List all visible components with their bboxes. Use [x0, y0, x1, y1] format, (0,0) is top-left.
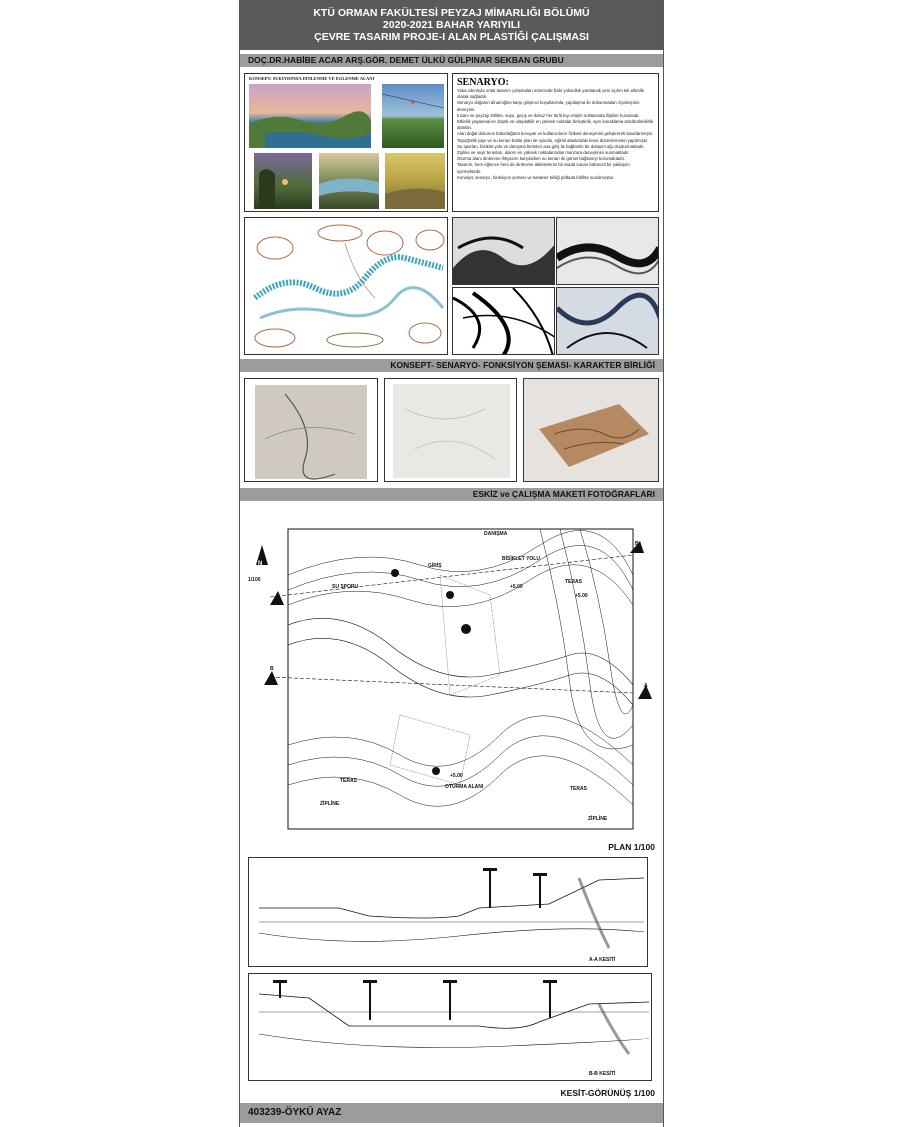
- label-danisma: DANIŞMA: [484, 531, 508, 537]
- scenario-line: İnsanı ve peyzajı birlikte, suyu, geçiş ve dokuz her türlü kıyı erişim noktasında ilişkiler kurulacak.: [457, 112, 640, 118]
- function-scheme-drawing: [245, 218, 448, 355]
- header-line-3: ÇEVRE TASARIM PROJE-I ALAN PLASTİĞİ ÇALIŞMASI: [314, 31, 589, 43]
- label-bisiklet-yolu: BİSİKLET YOLU: [502, 556, 540, 562]
- scenario-line: Zipline ve seyir terasları, alanın en yüksek noktalarından manzara deneyimini sunmaktadır.: [457, 150, 630, 156]
- scenario-line: Tasarım, hem eğlence hem de dinlenme aktivitelerini bir arada sunan bütüncül bir yaklaşım içermektedir.: [457, 162, 630, 174]
- character-image-2: [556, 217, 659, 285]
- poster-sheet: [239, 0, 664, 1127]
- character-image-4: [556, 287, 659, 355]
- header-line-1: KTÜ ORMAN FAKÜLTESİ PEYZAJ MİMARLIĞI BÖLÜMÜ: [313, 7, 590, 19]
- poster-header: [240, 0, 663, 50]
- site-plan: [240, 505, 663, 835]
- concept-section-bar: KONSEPT- SENARYO- FONKSİYON ŞEMASI- KARAKTER BİRLİĞİ: [240, 359, 663, 372]
- label-teras-3: TERAS: [570, 786, 587, 792]
- cut-label-b-left: B: [270, 666, 274, 672]
- label-su-sporu: SU SPORU: [332, 584, 359, 590]
- label-oturma-alani: OTURMA ALANI: [445, 784, 484, 790]
- cut-label-a-right: A: [644, 683, 648, 689]
- elevation-1: +5.00: [510, 584, 523, 590]
- sketch-section-bar: ESKİZ ve ÇALIŞMA MAKETİ FOTOĞRAFLARI: [240, 488, 663, 501]
- scenario-title: SENARYO:: [457, 77, 509, 88]
- scenario-line: Su sporları, bisiklet yolu ve danışma birimleri ana giriş ile bağlantılı bir dolaşım ağı oluşturmaktadır.: [457, 143, 645, 149]
- plan-caption: PLAN 1/100: [608, 842, 655, 852]
- scenario-line: Etkinlik yaşamsal en düşük ve ulaşılabilir en yüksek noktalar birleştirilir, aynı konaklama sürdürülebilirlik alanları.: [457, 119, 654, 131]
- scenario-line: Alan doğal dokunun bütünlüğünü koruyan ve kullanıcıların fiziksel deneyimini geliştirerek tasarlanmıştır.: [457, 131, 654, 137]
- concept-photos-panel: [244, 73, 448, 212]
- scenario-panel: [452, 73, 659, 212]
- function-scheme-panel: [244, 217, 448, 355]
- sketch-photo-2: [384, 378, 517, 482]
- section-aa-panel: [248, 857, 648, 967]
- concept-caption: KONSEPT: SUKIYDINDA DINLENME VE EGLENME ALANI: [249, 76, 375, 81]
- sketch-photo-1: [244, 378, 378, 482]
- label-teras-1: TERAS: [565, 579, 582, 585]
- north-label: N: [258, 561, 263, 567]
- cut-label-a-left: A: [276, 596, 280, 602]
- scenario-line: Konsept, senaryo, fonksiyon şeması ve karakter birliği paftada birlikte sunulmuştur.: [457, 174, 615, 180]
- label-teras-2: TERAS: [340, 778, 357, 784]
- scenario-line: Senaryo doğanın dinamiğine karşı girişimci koşullarında, yapılaşma ile dokunmadan ziyaretçinin deneyimi.: [457, 100, 640, 112]
- scenario-text: [457, 88, 654, 181]
- section-aa-label: A-A KESİTİ: [589, 957, 616, 963]
- character-image-1: [452, 217, 555, 285]
- scenario-line: Topoğrafik yapı ve su kenarı kotlar plan ile uyumlu, eğimli alanlardaki teras düzenlemeleri yapılmıştır.: [457, 137, 649, 143]
- character-image-3: [452, 287, 555, 355]
- label-giris: GİRİŞ: [428, 563, 442, 569]
- section-bb-label: B-B KESİTİ: [589, 1071, 616, 1077]
- label-zipline-1: ZİPLİNE: [320, 801, 340, 807]
- elevation-2: +5.00: [450, 773, 463, 779]
- plan-scale: 1/100: [248, 577, 261, 583]
- student-footer: 403239-ÖYKÜ AYAZ: [240, 1103, 663, 1123]
- concept-photo-collage: [245, 74, 448, 212]
- label-zipline-2: ZİPLİNE: [588, 816, 608, 822]
- cut-label-b-right: B: [635, 541, 639, 547]
- elevation-3: +5.00: [575, 593, 588, 599]
- scenario-line: Yaka sıkıntıyla ortak tasarım çalışmaları sürecinde fiziki yoksulluk yaratacak yeni açılım tek etkinlik olarak sağladık.: [457, 88, 644, 100]
- cross-section-caption: KESİT-GÖRÜNÜŞ 1/100: [560, 1088, 655, 1098]
- instructors-bar: DOÇ.DR.HABİBE ACAR ARŞ.GÖR. DEMET ÜLKÜ GÜLPINAR SEKBAN GRUBU: [240, 54, 663, 67]
- header-line-2: 2020-2021 BAHAR YARIYILI: [382, 19, 521, 31]
- section-bb-panel: [248, 973, 652, 1081]
- model-photo: [523, 378, 659, 482]
- scenario-line: Oturma alanı dinlenme ihtiyacını karşılarken su kenarı ile görsel bağlantıyı korumaktadır.: [457, 156, 626, 162]
